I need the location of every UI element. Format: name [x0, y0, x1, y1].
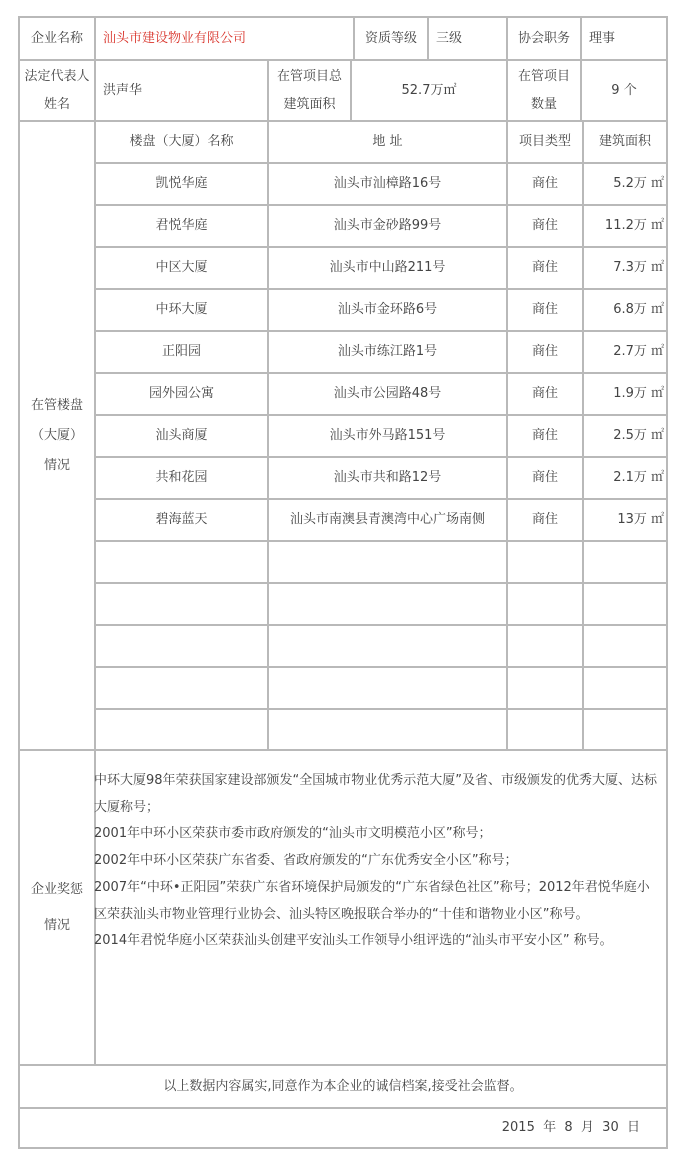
column-header-type: 项目类型: [518, 134, 571, 149]
building-address: 汕头市中山路211号: [329, 260, 446, 275]
award-paragraph: 2007年“中环•正阳园”荣获广东省环境保护局颁发的“广东省绿色社区”称号；2012年君悦华庭小区荣获汕头市物业管理行业协会、汕头特区晚报联合举办的“十佳和谐物业小区”称号。: [94, 879, 650, 922]
buildings-section-label: [20, 122, 94, 749]
building-name: 正阳园: [161, 344, 201, 359]
column-header-address: 地 址: [372, 134, 403, 149]
building-type: 商住: [531, 218, 558, 233]
qualification-value: 三级: [436, 30, 463, 46]
qualification-label: 资质等级: [364, 30, 417, 46]
column-header-area: 建筑面积: [598, 134, 651, 149]
column-header-name: 楼盘（大厦）名称: [129, 134, 234, 149]
building-name: 中环大厦: [155, 302, 208, 317]
buildings-section-label-line3: 情况: [43, 457, 70, 473]
signature-date: 2015 年 8 月 30 日: [501, 1120, 640, 1135]
legal-rep-label: [20, 61, 94, 120]
building-area: 13万 ㎡: [617, 512, 664, 527]
association-position-value: 理事: [589, 30, 616, 46]
building-area: 2.7万 ㎡: [613, 344, 664, 359]
award-paragraph: 2001年中环小区荣获市委市政府颁发的“汕头市文明模范小区”称号；: [94, 826, 492, 842]
table-border: [666, 16, 668, 1149]
building-address: 汕头市练江路1号: [337, 344, 438, 359]
awards-content: [94, 768, 660, 955]
building-address: 汕头市共和路12号: [333, 470, 442, 485]
declaration-text: 以上数据内容属实,同意作为本企业的诚信档案,接受社会监督。: [163, 1078, 523, 1094]
project-count-label: [508, 61, 580, 120]
association-position-label: 协会职务: [517, 30, 570, 46]
awards-label: [20, 751, 94, 1064]
total-area-label-line1: 在管项目总: [276, 68, 342, 84]
building-type: 商住: [531, 428, 558, 443]
total-area-value: 52.7万㎡: [401, 82, 457, 98]
building-type: 商住: [531, 260, 558, 275]
building-area: 5.2万 ㎡: [613, 176, 664, 191]
building-name: 共和花园: [155, 470, 208, 485]
project-count-label-line1: 在管项目: [517, 68, 570, 84]
building-address: 汕头市汕樟路16号: [333, 176, 442, 191]
buildings-section-label-line2: （大厦）: [30, 427, 83, 443]
award-paragraph: 2002年中环小区荣获广东省委、省政府颁发的“广东优秀安全小区”称号；: [94, 853, 518, 869]
building-name: 园外园公寓: [148, 386, 214, 401]
project-count-label-line2: 数量: [530, 96, 557, 112]
building-area: 7.3万 ㎡: [613, 260, 664, 275]
building-address: 汕头市南澳县青澳湾中心广场南侧: [289, 512, 485, 527]
building-area: 2.1万 ㎡: [613, 470, 664, 485]
building-address: 汕头市外马路151号: [329, 428, 446, 443]
total-area-label: [269, 61, 350, 120]
company-name-value: 汕头市建设物业有限公司: [103, 30, 247, 46]
building-area: 6.8万 ㎡: [613, 302, 664, 317]
building-name: 汕头商厦: [155, 428, 208, 443]
award-paragraph: 中环大厦98年荣获国家建设部颁发“全国城市物业优秀示范大厦”及省、市级颁发的优秀大厦、达标大厦称号；: [94, 773, 658, 815]
table-divider: [427, 16, 429, 61]
award-paragraph: 2014年君悦华庭小区荣获汕头创建平安汕头工作领导小组评选的“汕头市平安小区” 称号。: [94, 933, 613, 949]
table-border: [18, 1147, 668, 1149]
awards-label-line1: 企业奖惩: [30, 881, 83, 897]
awards-label-line2: 情况: [43, 917, 70, 933]
building-name: 君悦华庭: [155, 218, 208, 233]
building-type: 商住: [531, 344, 558, 359]
buildings-section-label-line1: 在管楼盘: [30, 397, 83, 413]
building-type: 商住: [531, 512, 558, 527]
building-area: 2.5万 ㎡: [613, 428, 664, 443]
building-name: 凯悦华庭: [155, 176, 208, 191]
building-type: 商住: [531, 386, 558, 401]
table-divider: [580, 16, 582, 61]
building-type: 商住: [531, 302, 558, 317]
building-area: 11.2万 ㎡: [604, 218, 664, 233]
company-name-label: 企业名称: [30, 30, 83, 46]
legal-rep-label-line2: 姓名: [43, 96, 70, 112]
building-name: 碧海蓝天: [155, 512, 208, 527]
legal-rep-value: 洪声华: [103, 82, 143, 98]
project-count-value: 9 个: [611, 82, 637, 98]
legal-rep-label-line1: 法定代表人: [24, 68, 90, 84]
building-address: 汕头市金砂路99号: [333, 218, 442, 233]
building-area: 1.9万 ㎡: [613, 386, 664, 401]
building-address: 汕头市公园路48号: [333, 386, 442, 401]
building-address: 汕头市金环路6号: [337, 302, 438, 317]
building-type: 商住: [531, 470, 558, 485]
total-area-label-line2: 建筑面积: [283, 96, 336, 112]
building-name: 中区大厦: [155, 260, 208, 275]
building-type: 商住: [531, 176, 558, 191]
table-divider: [18, 749, 668, 751]
